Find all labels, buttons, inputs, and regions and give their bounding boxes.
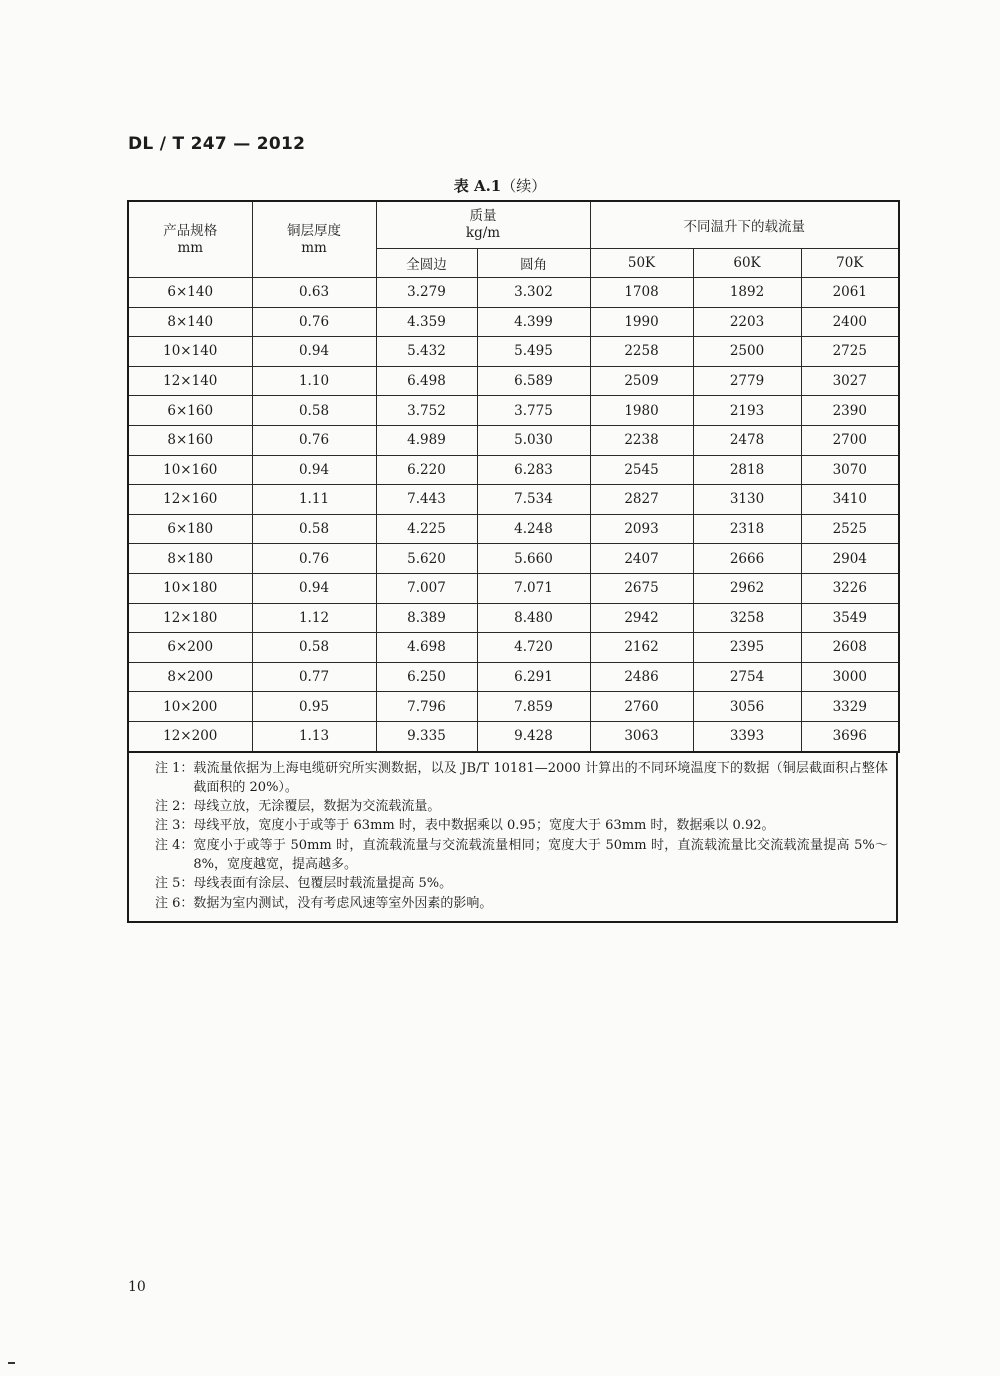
cell-spec: 6×200 xyxy=(128,633,252,663)
cell-current-50k: 2486 xyxy=(590,662,693,692)
cell-mass-full-round: 7.796 xyxy=(376,692,477,722)
cell-thickness: 0.58 xyxy=(252,396,376,426)
table-row xyxy=(128,337,899,367)
cell-current-70k: 3549 xyxy=(801,603,899,633)
cell-thickness: 0.94 xyxy=(252,337,376,367)
cell-mass-rounded: 6.283 xyxy=(477,455,590,485)
cell-thickness: 0.94 xyxy=(252,573,376,603)
note-label: 注 1： xyxy=(155,760,194,776)
note-text: 载流量依据为上海电缆研究所实测数据，以及 JB/T 10181—2000 计算出的不同环境温度下的数据（铜层截面积占整体截面积的 20%）。 xyxy=(193,760,888,795)
cell-mass-full-round: 5.620 xyxy=(376,544,477,574)
cell-mass-full-round: 4.698 xyxy=(376,633,477,663)
cell-spec: 10×160 xyxy=(128,455,252,485)
table-row xyxy=(128,366,899,396)
note-label: 注 2： xyxy=(155,799,194,815)
cell-current-70k: 3329 xyxy=(801,692,899,722)
cell-current-70k: 2390 xyxy=(801,396,899,426)
cell-current-60k: 2962 xyxy=(693,573,801,603)
cell-mass-rounded: 3.775 xyxy=(477,396,590,426)
note-label: 注 6： xyxy=(155,895,194,911)
table-row xyxy=(128,307,899,337)
header-thickness xyxy=(252,201,376,278)
table-title xyxy=(0,175,1000,196)
header-mass-label: 质量 xyxy=(469,208,497,224)
header-mass-rounded: 圆角 xyxy=(477,249,590,278)
cell-mass-rounded: 7.534 xyxy=(477,485,590,515)
header-thickness-label: 铜层厚度 xyxy=(287,222,341,239)
cell-current-50k: 2509 xyxy=(590,366,693,396)
cell-current-70k: 2904 xyxy=(801,544,899,574)
cell-mass-rounded: 4.720 xyxy=(477,633,590,663)
table-body xyxy=(128,278,899,752)
cell-mass-full-round: 7.007 xyxy=(376,573,477,603)
cell-current-70k: 3027 xyxy=(801,366,899,396)
cell-mass-rounded: 9.428 xyxy=(477,721,590,751)
cell-current-70k: 3696 xyxy=(801,721,899,751)
table-note xyxy=(155,797,888,816)
cell-current-50k: 2258 xyxy=(590,337,693,367)
cell-thickness: 0.63 xyxy=(252,278,376,308)
cell-thickness: 1.11 xyxy=(252,485,376,515)
cell-thickness: 0.95 xyxy=(252,692,376,722)
cell-mass-rounded: 5.495 xyxy=(477,337,590,367)
cell-current-50k: 1708 xyxy=(590,278,693,308)
table-note xyxy=(155,836,888,875)
cell-thickness: 1.13 xyxy=(252,721,376,751)
cell-thickness: 0.76 xyxy=(252,307,376,337)
cell-current-60k: 2478 xyxy=(693,425,801,455)
cell-mass-rounded: 3.302 xyxy=(477,278,590,308)
cell-spec: 10×180 xyxy=(128,573,252,603)
cell-spec: 12×180 xyxy=(128,603,252,633)
cell-current-70k: 3000 xyxy=(801,662,899,692)
cell-current-50k: 2407 xyxy=(590,544,693,574)
cell-current-50k: 3063 xyxy=(590,721,693,751)
data-table xyxy=(127,200,900,753)
cell-mass-full-round: 5.432 xyxy=(376,337,477,367)
cell-mass-rounded: 5.030 xyxy=(477,425,590,455)
cell-thickness: 0.76 xyxy=(252,425,376,455)
cell-mass-rounded: 4.248 xyxy=(477,514,590,544)
cell-current-60k: 2754 xyxy=(693,662,801,692)
table-row xyxy=(128,633,899,663)
header-60k: 60K xyxy=(693,249,801,278)
cell-current-50k: 2162 xyxy=(590,633,693,663)
header-spec-label: 产品规格 xyxy=(163,222,218,239)
cell-spec: 8×140 xyxy=(128,307,252,337)
table-row xyxy=(128,692,899,722)
cell-current-60k: 2193 xyxy=(693,396,801,426)
header-thickness-unit: mm xyxy=(301,239,327,256)
cell-spec: 8×200 xyxy=(128,662,252,692)
cell-current-50k: 2238 xyxy=(590,425,693,455)
header-mass-unit: kg/m xyxy=(465,225,501,241)
cell-thickness: 0.94 xyxy=(252,455,376,485)
header-current: 不同温升下的载流量 xyxy=(590,201,899,249)
cell-mass-full-round: 7.443 xyxy=(376,485,477,515)
cell-thickness: 0.77 xyxy=(252,662,376,692)
table-title-suffix: （续） xyxy=(501,177,547,195)
cell-mass-full-round: 3.752 xyxy=(376,396,477,426)
cell-current-50k: 2675 xyxy=(590,573,693,603)
cell-current-70k: 2725 xyxy=(801,337,899,367)
cell-current-60k: 3393 xyxy=(693,721,801,751)
table-note xyxy=(155,759,888,798)
note-text: 母线平放，宽度小于或等于 63mm 时，表中数据乘以 0.95；宽度大于 63mm 时，数据乘以 0.92。 xyxy=(193,818,775,834)
table-row xyxy=(128,603,899,633)
cell-thickness: 0.58 xyxy=(252,514,376,544)
table-note xyxy=(155,816,888,835)
cell-mass-rounded: 6.589 xyxy=(477,366,590,396)
cell-current-60k: 2203 xyxy=(693,307,801,337)
cell-mass-full-round: 8.389 xyxy=(376,603,477,633)
table-note xyxy=(155,874,888,893)
note-text: 母线立放，无涂覆层，数据为交流载流量。 xyxy=(193,799,441,815)
note-text: 母线表面有涂层、包覆层时载流量提高 5%。 xyxy=(193,876,453,892)
note-label: 注 4： xyxy=(155,837,194,853)
cell-spec: 12×160 xyxy=(128,485,252,515)
cell-current-60k: 3056 xyxy=(693,692,801,722)
cell-current-60k: 1892 xyxy=(693,278,801,308)
table-row xyxy=(128,662,899,692)
note-label: 注 3： xyxy=(155,818,194,834)
cell-spec: 10×200 xyxy=(128,692,252,722)
cell-current-50k: 2093 xyxy=(590,514,693,544)
cell-current-50k: 2760 xyxy=(590,692,693,722)
cell-spec: 12×200 xyxy=(128,721,252,751)
cell-current-60k: 2395 xyxy=(693,633,801,663)
page-number: 10 xyxy=(128,1279,146,1295)
cell-thickness: 0.76 xyxy=(252,544,376,574)
cell-current-70k: 2700 xyxy=(801,425,899,455)
document-code: DL / T 247 — 2012 xyxy=(128,134,306,154)
cell-mass-full-round: 6.498 xyxy=(376,366,477,396)
cell-current-60k: 2666 xyxy=(693,544,801,574)
header-mass xyxy=(376,201,590,249)
table-title-main: 表 A.1 xyxy=(453,177,502,195)
table-row xyxy=(128,278,899,308)
cell-mass-full-round: 6.220 xyxy=(376,455,477,485)
cell-current-70k: 2400 xyxy=(801,307,899,337)
cell-spec: 10×140 xyxy=(128,337,252,367)
data-table-container xyxy=(127,200,898,923)
cell-mass-rounded: 6.291 xyxy=(477,662,590,692)
table-row xyxy=(128,455,899,485)
cell-current-50k: 1980 xyxy=(590,396,693,426)
cell-mass-full-round: 4.989 xyxy=(376,425,477,455)
cell-current-70k: 3070 xyxy=(801,455,899,485)
cell-current-70k: 3226 xyxy=(801,573,899,603)
cell-mass-rounded: 8.480 xyxy=(477,603,590,633)
cell-current-70k: 2525 xyxy=(801,514,899,544)
cell-mass-full-round: 6.250 xyxy=(376,662,477,692)
table-row xyxy=(128,485,899,515)
cell-spec: 6×180 xyxy=(128,514,252,544)
table-row xyxy=(128,396,899,426)
cell-mass-rounded: 4.399 xyxy=(477,307,590,337)
scan-edge-mark xyxy=(8,1362,15,1364)
cell-current-60k: 2818 xyxy=(693,455,801,485)
cell-current-60k: 3130 xyxy=(693,485,801,515)
header-spec-unit: mm xyxy=(177,239,204,256)
cell-current-70k: 2608 xyxy=(801,633,899,663)
cell-current-60k: 2779 xyxy=(693,366,801,396)
note-text: 宽度小于或等于 50mm 时，直流载流量与交流载流量相同；宽度大于 50mm 时，直流载流量比交流载流量提高 5%～8%，宽度越宽，提高越多。 xyxy=(193,837,888,872)
header-spec xyxy=(128,201,252,278)
header-70k: 70K xyxy=(801,249,899,278)
cell-mass-full-round: 4.225 xyxy=(376,514,477,544)
header-50k: 50K xyxy=(590,249,693,278)
cell-current-50k: 2545 xyxy=(590,455,693,485)
table-row xyxy=(128,425,899,455)
cell-current-70k: 2061 xyxy=(801,278,899,308)
cell-mass-full-round: 9.335 xyxy=(376,721,477,751)
cell-spec: 8×160 xyxy=(128,425,252,455)
cell-current-60k: 2318 xyxy=(693,514,801,544)
cell-spec: 6×160 xyxy=(128,396,252,426)
cell-thickness: 1.12 xyxy=(252,603,376,633)
table-row xyxy=(128,544,899,574)
note-label: 注 5： xyxy=(155,876,194,892)
cell-thickness: 0.58 xyxy=(252,633,376,663)
cell-mass-rounded: 7.071 xyxy=(477,573,590,603)
cell-current-50k: 2942 xyxy=(590,603,693,633)
cell-current-50k: 1990 xyxy=(590,307,693,337)
cell-current-70k: 3410 xyxy=(801,485,899,515)
table-row xyxy=(128,514,899,544)
cell-current-50k: 2827 xyxy=(590,485,693,515)
cell-mass-rounded: 5.660 xyxy=(477,544,590,574)
table-note xyxy=(155,894,888,913)
cell-mass-full-round: 4.359 xyxy=(376,307,477,337)
cell-thickness: 1.10 xyxy=(252,366,376,396)
cell-current-60k: 2500 xyxy=(693,337,801,367)
cell-mass-rounded: 7.859 xyxy=(477,692,590,722)
table-row xyxy=(128,721,899,751)
cell-spec: 8×180 xyxy=(128,544,252,574)
cell-spec: 6×140 xyxy=(128,278,252,308)
table-row xyxy=(128,573,899,603)
cell-mass-full-round: 3.279 xyxy=(376,278,477,308)
table-notes xyxy=(127,753,898,923)
cell-spec: 12×140 xyxy=(128,366,252,396)
note-text: 数据为室内测试，没有考虑风速等室外因素的影响。 xyxy=(193,895,493,911)
header-mass-full-round: 全圆边 xyxy=(376,249,477,278)
cell-current-60k: 3258 xyxy=(693,603,801,633)
